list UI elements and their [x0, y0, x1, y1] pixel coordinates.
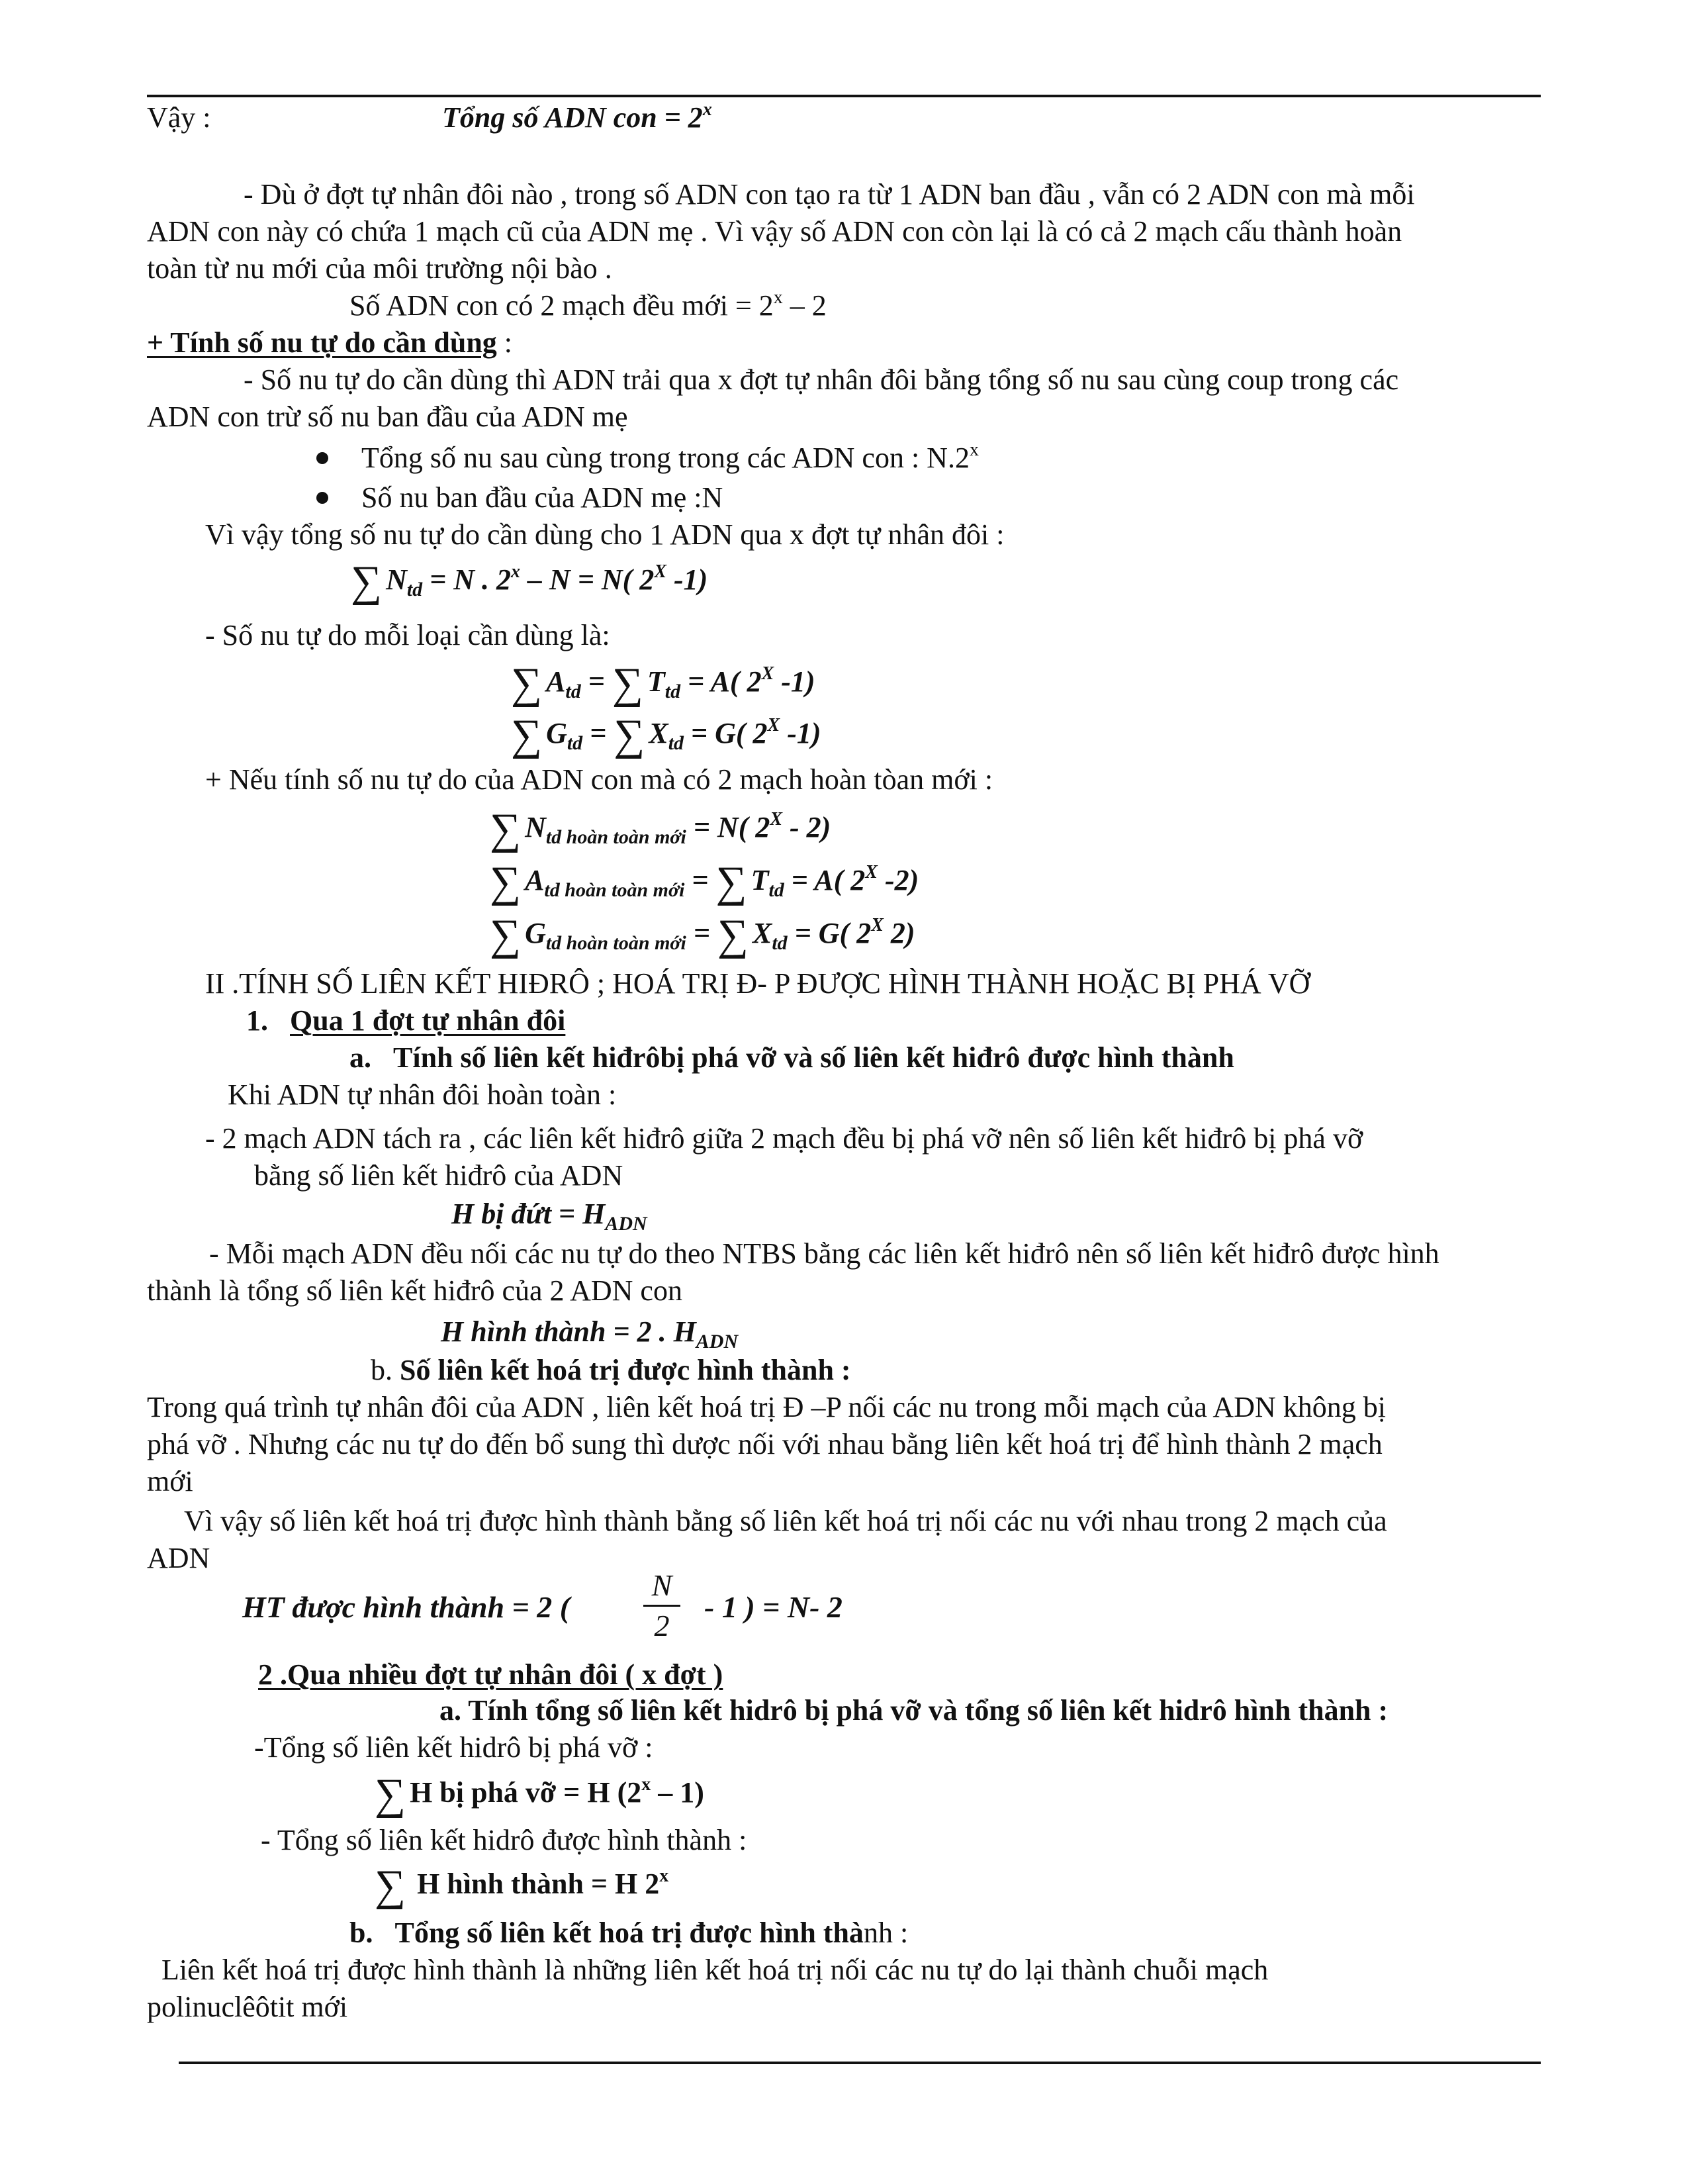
formula-n-total: ∑ $N_{td} = N$ . 2$^x$ – N = N( $2^X$ -1): [351, 557, 708, 606]
free-line1: - Số nu tự do cần dùng thì ADN trải qua x đợt tự nhân đôi bằng tổng số nu sau cùng coup trong các: [244, 363, 1399, 396]
ii-p2-line1: Vì vậy số liên kết hoá trị được hình thành bằng số liên kết hoá trị nối các nu với nhau trong 2 mạch của: [184, 1505, 1387, 1537]
ii-p1-line2: phá vỡ . Nhưng các nu tự do đến bổ sung thì dược nối với nhau bằng liên kết hoá trị để hình thành 2 mạch: [147, 1428, 1383, 1460]
sub2a-heading: a. Tính tổng số liên kết hidrô bị phá vỡ và tổng số liên kết hidrô hình thành :: [439, 1694, 1389, 1727]
para1-line2: ADN con này có chứa 1 mạch cũ của ADN mẹ . Vì vậy số ADN con còn lại là có cả 2 mạch cấu thành hoàn: [147, 215, 1402, 248]
ii-dash1-line2: bằng số liên kết hiđrô của ADN: [254, 1159, 623, 1192]
formula-a-new: ∑ $A_{td hoàn toàn mới}$ = ∑ $T_{td} = A$( $2^X$ -2): [490, 858, 919, 906]
bullet-dot: [316, 492, 328, 504]
sub1-heading: 1. Qua 1 đợt tự nhân đôi: [246, 1004, 566, 1037]
sub1a-heading: a. Tính số liên kết hiđrôbị phá vỡ và số liên kết hiđrô được hình thành: [349, 1041, 1234, 1074]
ii-p1-line3: mới: [147, 1465, 193, 1497]
formula-ht-left: HT được hình thành = 2 (: [242, 1590, 570, 1624]
bottom-rule: [179, 2062, 1541, 2064]
header-formula: Tổng số ADN con = $2^x$: [442, 99, 712, 134]
para1-line1: - Dù ở đợt tự nhân đôi nào , trong số ADN con tạo ra từ 1 ADN ban đầu , vẫn có 2 ADN con mà mỗi: [244, 178, 1415, 211]
bullet-item-2: Số nu ban đầu của ADN mẹ :N: [361, 481, 723, 514]
sub2b-heading: b. Tổng số liên kết hoá trị được hình thành :: [349, 1917, 909, 1949]
formula-ht-right: - 1 ) = N- 2: [704, 1590, 843, 1624]
formula-h-formed: H hình thành = 2 . $H_{ADN}$: [441, 1315, 739, 1353]
formula-new-dna: Số ADN con có 2 mạch đều mới = $2^x - 2$: [349, 287, 827, 322]
formula-ht-fraction: N 2: [635, 1566, 688, 1645]
sub2-heading: 2 .Qua nhiều đợt tự nhân đôi ( x đợt ): [258, 1658, 723, 1691]
formula-h-formed-total: ∑ H hình thành = H 2$^x$: [375, 1862, 669, 1910]
formula-g-total: ∑ $G_{td}$ = ∑ $X_{td} = G$( $2^X$ -1): [511, 711, 821, 759]
free-line2: ADN con trừ số nu ban đầu của ADN mẹ: [147, 401, 628, 433]
formula-a-total: ∑ $A_{td}$ = ∑ $T_{td} = A$( $2^X$ -1): [511, 659, 815, 708]
top-rule: [147, 95, 1541, 97]
header-line: [147, 99, 211, 136]
formula-h-broken: H bị đứt = $H_{ADN}$: [451, 1198, 647, 1235]
header-label: Vậy :: [147, 101, 211, 134]
sub2-line1: -Tổng số liên kết hidrô bị phá vỡ :: [254, 1731, 653, 1764]
bullet-item-1: Tổng số nu sau cùng trong trong các ADN con : N.2$^x$: [361, 440, 979, 474]
ii-dash2-line2: thành là tổng số liên kết hiđrô của 2 ADN con: [147, 1274, 682, 1307]
ii-intro: Khi ADN tự nhân đôi hoàn toàn :: [228, 1078, 617, 1111]
sub2-line2: - Tổng số liên kết hidrô được hình thành :: [261, 1824, 747, 1856]
section-free-heading: + Tính số nu tự do cần dùng :: [147, 326, 513, 359]
formula-g-new: ∑ $G_{td hoàn toàn mới}$ = ∑ $X_{td} = G$( $2^X$ 2): [490, 911, 915, 959]
sub2-p-line1: Liên kết hoá trị được hình thành là những liên kết hoá trị nối các nu tự do lại thành chuỗi mạch: [161, 1954, 1269, 1986]
formula-n-new: ∑ $N_{td hoàn toàn mới} = N$( $2^X - 2$): [490, 805, 831, 853]
ii-dash2-line1: - Mỗi mạch ADN đều nối các nu tự do theo NTBS bằng các liên kết hiđrô nên số liên kết hiđrô được hình: [209, 1237, 1439, 1270]
formula-h-broken-total: ∑ H bị phá vỡ = H (2$^x$ – 1): [375, 1770, 704, 1819]
ii-p2-line2: ADN: [147, 1542, 210, 1574]
para1-line3: toàn từ nu mới của môi trường nội bào .: [147, 252, 612, 285]
bullet-dot: [316, 452, 328, 464]
free-line5: + Nếu tính số nu tự do của ADN con mà có 2 mạch hoàn tòan mới :: [205, 763, 993, 796]
section-ii-title: II .TÍNH SỐ LIÊN KẾT HIĐRÔ ; HOÁ TRỊ Đ- P ĐƯỢC HÌNH THÀNH HOẶC BỊ PHÁ VỠ: [205, 967, 1310, 1000]
ii-p1-line1: Trong quá trình tự nhân đôi của ADN , liên kết hoá trị Đ –P nối các nu trong mỗi mạch của ADN không bị: [147, 1391, 1386, 1423]
sub1b-heading: b. Số liên kết hoá trị được hình thành :: [371, 1354, 851, 1386]
ii-dash1-line1: - 2 mạch ADN tách ra , các liên kết hiđrô giữa 2 mạch đều bị phá vỡ nên số liên kết hiđrô bị phá vỡ: [205, 1122, 1363, 1155]
free-line3: Vì vậy tổng số nu tự do cần dùng cho 1 ADN qua x đợt tự nhân đôi :: [205, 518, 1005, 551]
sub2-p-line2: polinuclêôtit mới: [147, 1991, 348, 2023]
free-line4: - Số nu tự do mỗi loại cần dùng là:: [205, 619, 610, 651]
